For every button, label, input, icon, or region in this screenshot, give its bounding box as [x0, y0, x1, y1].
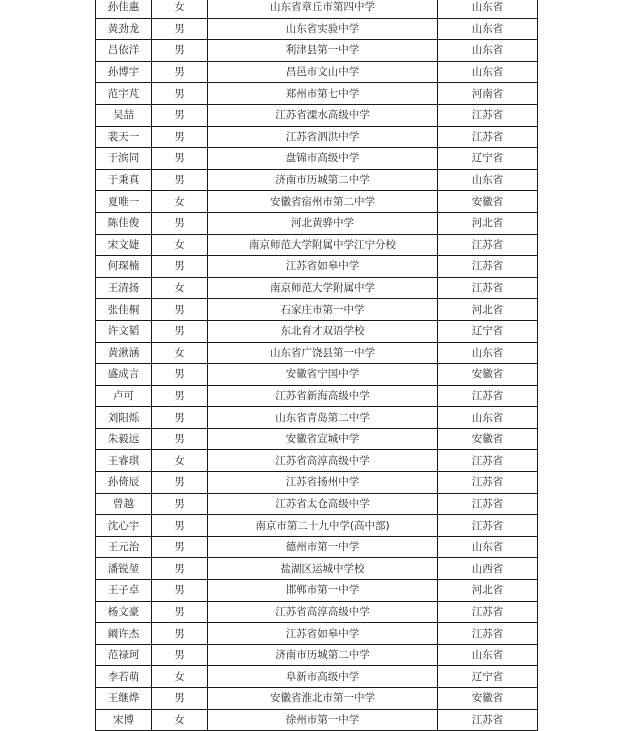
gender-cell: 男	[152, 256, 208, 278]
province-cell: 安徽省	[438, 364, 538, 386]
table-row	[96, 169, 538, 191]
gender-cell: 男	[152, 299, 208, 321]
province-cell: 山东省	[438, 61, 538, 83]
school-cell: 利津县第一中学	[208, 40, 438, 62]
school-cell: 盐湖区运城中学校	[208, 558, 438, 580]
school-cell: 昌邑市文山中学	[208, 61, 438, 83]
school-cell: 济南市历城第二中学	[208, 169, 438, 191]
province-cell: 江苏省	[438, 623, 538, 645]
table-row	[96, 385, 538, 407]
roster-body	[96, 0, 538, 731]
school-cell: 德州市第一中学	[208, 536, 438, 558]
table-row	[96, 234, 538, 256]
gender-cell: 男	[152, 601, 208, 623]
student-name-cell: 卢可	[96, 385, 152, 407]
table-row	[96, 601, 538, 623]
student-name-cell: 吕依洋	[96, 40, 152, 62]
gender-cell: 男	[152, 558, 208, 580]
student-name-cell: 曾越	[96, 493, 152, 515]
province-cell: 山东省	[438, 40, 538, 62]
school-cell: 江苏省溧水高级中学	[208, 104, 438, 126]
student-name-cell: 盛成言	[96, 364, 152, 386]
table-row	[96, 61, 538, 83]
student-name-cell: 于秉真	[96, 169, 152, 191]
student-name-cell: 杨文豪	[96, 601, 152, 623]
table-row	[96, 666, 538, 688]
gender-cell: 男	[152, 493, 208, 515]
gender-cell: 男	[152, 169, 208, 191]
gender-cell: 男	[152, 580, 208, 602]
table-row	[96, 256, 538, 278]
province-cell: 江苏省	[438, 234, 538, 256]
school-cell: 江苏省如皋中学	[208, 256, 438, 278]
table-row	[96, 623, 538, 645]
gender-cell: 女	[152, 666, 208, 688]
student-name-cell: 阚许杰	[96, 623, 152, 645]
gender-cell: 男	[152, 320, 208, 342]
student-name-cell: 孙佳惠	[96, 0, 152, 18]
student-name-cell: 王继烨	[96, 688, 152, 710]
province-cell: 江苏省	[438, 493, 538, 515]
gender-cell: 男	[152, 61, 208, 83]
school-cell: 山东省实验中学	[208, 18, 438, 40]
school-cell: 江苏省新海高级中学	[208, 385, 438, 407]
student-name-cell: 何琛楠	[96, 256, 152, 278]
student-name-cell: 吴喆	[96, 104, 152, 126]
school-cell: 南京师范大学附属中学江宁分校	[208, 234, 438, 256]
student-name-cell: 许文韬	[96, 320, 152, 342]
school-cell: 江苏省泗洪中学	[208, 126, 438, 148]
province-cell: 江苏省	[438, 601, 538, 623]
school-cell: 盘锦市高级中学	[208, 148, 438, 170]
school-cell: 东北育才双语学校	[208, 320, 438, 342]
province-cell: 江苏省	[438, 709, 538, 731]
school-cell: 安徽省宣城中学	[208, 428, 438, 450]
table-row	[96, 580, 538, 602]
table-row	[96, 299, 538, 321]
table-row	[96, 364, 538, 386]
school-cell: 济南市历城第二中学	[208, 644, 438, 666]
province-cell: 山东省	[438, 536, 538, 558]
province-cell: 山西省	[438, 558, 538, 580]
student-name-cell: 王清扬	[96, 277, 152, 299]
school-cell: 江苏省如皋中学	[208, 623, 438, 645]
table-row	[96, 688, 538, 710]
student-name-cell: 朱毅远	[96, 428, 152, 450]
province-cell: 山东省	[438, 644, 538, 666]
province-cell: 江苏省	[438, 277, 538, 299]
gender-cell: 女	[152, 0, 208, 18]
gender-cell: 男	[152, 40, 208, 62]
gender-cell: 男	[152, 212, 208, 234]
school-cell: 江苏省扬州中学	[208, 472, 438, 494]
student-name-cell: 于滨同	[96, 148, 152, 170]
gender-cell: 男	[152, 536, 208, 558]
province-cell: 江苏省	[438, 450, 538, 472]
student-name-cell: 王元治	[96, 536, 152, 558]
province-cell: 山东省	[438, 342, 538, 364]
school-cell: 安徽省宁国中学	[208, 364, 438, 386]
school-cell: 河北黄骅中学	[208, 212, 438, 234]
school-cell: 江苏省太仓高级中学	[208, 493, 438, 515]
table-row	[96, 407, 538, 429]
student-name-cell: 王子卓	[96, 580, 152, 602]
province-cell: 山东省	[438, 18, 538, 40]
school-cell: 江苏省高淳高级中学	[208, 601, 438, 623]
table-row	[96, 320, 538, 342]
table-row	[96, 536, 538, 558]
table-row	[96, 148, 538, 170]
school-cell: 江苏省高淳高级中学	[208, 450, 438, 472]
table-row	[96, 40, 538, 62]
gender-cell: 男	[152, 18, 208, 40]
school-cell: 徐州市第一中学	[208, 709, 438, 731]
gender-cell: 男	[152, 407, 208, 429]
school-cell: 郑州市第七中学	[208, 83, 438, 105]
gender-cell: 女	[152, 191, 208, 213]
student-roster-table	[95, 0, 538, 731]
gender-cell: 男	[152, 515, 208, 537]
province-cell: 河北省	[438, 299, 538, 321]
student-name-cell: 黄湫涵	[96, 342, 152, 364]
table-row	[96, 212, 538, 234]
province-cell: 安徽省	[438, 191, 538, 213]
student-name-cell: 陈佳俊	[96, 212, 152, 234]
table-row	[96, 277, 538, 299]
province-cell: 江苏省	[438, 385, 538, 407]
gender-cell: 男	[152, 126, 208, 148]
student-name-cell: 夏唯一	[96, 191, 152, 213]
student-name-cell: 范宇芃	[96, 83, 152, 105]
province-cell: 江苏省	[438, 126, 538, 148]
student-name-cell: 刘阳烁	[96, 407, 152, 429]
table-row	[96, 18, 538, 40]
gender-cell: 男	[152, 83, 208, 105]
province-cell: 山东省	[438, 169, 538, 191]
student-name-cell: 黄劲龙	[96, 18, 152, 40]
school-cell: 安徽省宿州市第二中学	[208, 191, 438, 213]
table-row	[96, 126, 538, 148]
province-cell: 河南省	[438, 83, 538, 105]
gender-cell: 女	[152, 709, 208, 731]
province-cell: 辽宁省	[438, 148, 538, 170]
student-name-cell: 沈心宇	[96, 515, 152, 537]
gender-cell: 男	[152, 364, 208, 386]
school-cell: 邯郸市第一中学	[208, 580, 438, 602]
school-cell: 山东省章丘市第四中学	[208, 0, 438, 18]
gender-cell: 男	[152, 385, 208, 407]
province-cell: 辽宁省	[438, 666, 538, 688]
province-cell: 江苏省	[438, 104, 538, 126]
student-name-cell: 宋文婕	[96, 234, 152, 256]
school-cell: 南京师范大学附属中学	[208, 277, 438, 299]
table-row	[96, 515, 538, 537]
student-name-cell: 裴天一	[96, 126, 152, 148]
school-cell: 石家庄市第一中学	[208, 299, 438, 321]
table-row	[96, 709, 538, 731]
school-cell: 南京市第二十九中学(高中部)	[208, 515, 438, 537]
student-name-cell: 潘锐堃	[96, 558, 152, 580]
gender-cell: 男	[152, 148, 208, 170]
school-cell: 安徽省淮北市第一中学	[208, 688, 438, 710]
table-row	[96, 0, 538, 18]
table-row	[96, 450, 538, 472]
province-cell: 江苏省	[438, 515, 538, 537]
school-cell: 山东省广饶县第一中学	[208, 342, 438, 364]
student-name-cell: 王睿琪	[96, 450, 152, 472]
province-cell: 江苏省	[438, 472, 538, 494]
gender-cell: 女	[152, 342, 208, 364]
school-cell: 山东省青岛第二中学	[208, 407, 438, 429]
student-name-cell: 张佳桐	[96, 299, 152, 321]
student-name-cell: 李若萌	[96, 666, 152, 688]
student-name-cell: 范禄珂	[96, 644, 152, 666]
roster-sheet	[95, 0, 537, 731]
province-cell: 河北省	[438, 212, 538, 234]
school-cell: 阜新市高级中学	[208, 666, 438, 688]
gender-cell: 男	[152, 644, 208, 666]
gender-cell: 女	[152, 234, 208, 256]
province-cell: 江苏省	[438, 256, 538, 278]
table-row	[96, 191, 538, 213]
table-row	[96, 644, 538, 666]
gender-cell: 男	[152, 472, 208, 494]
gender-cell: 男	[152, 104, 208, 126]
table-row	[96, 342, 538, 364]
province-cell: 山东省	[438, 0, 538, 18]
table-row	[96, 472, 538, 494]
table-row	[96, 558, 538, 580]
student-name-cell: 孙倚辰	[96, 472, 152, 494]
gender-cell: 女	[152, 277, 208, 299]
province-cell: 安徽省	[438, 688, 538, 710]
gender-cell: 女	[152, 450, 208, 472]
province-cell: 山东省	[438, 407, 538, 429]
table-row	[96, 104, 538, 126]
province-cell: 辽宁省	[438, 320, 538, 342]
province-cell: 安徽省	[438, 428, 538, 450]
gender-cell: 男	[152, 623, 208, 645]
student-name-cell: 孙博宇	[96, 61, 152, 83]
gender-cell: 男	[152, 428, 208, 450]
table-row	[96, 493, 538, 515]
province-cell: 河北省	[438, 580, 538, 602]
student-name-cell: 宋博	[96, 709, 152, 731]
table-row	[96, 83, 538, 105]
gender-cell: 男	[152, 688, 208, 710]
table-row	[96, 428, 538, 450]
